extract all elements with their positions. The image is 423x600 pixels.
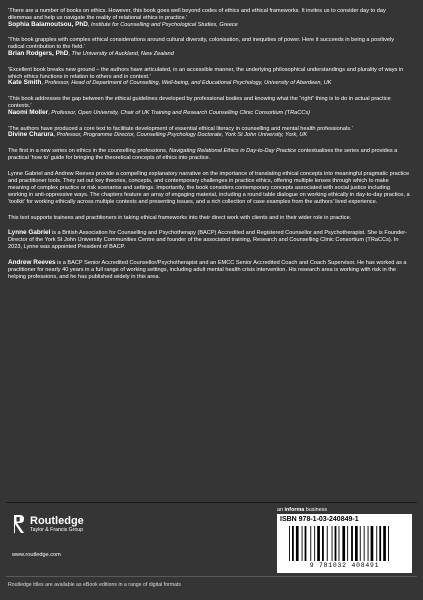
informa-tagline: an informa business (277, 507, 328, 513)
barcode-bar (335, 526, 337, 561)
ebook-note: Routledge titles are available as eBook editions in a range of digital formats (8, 582, 182, 588)
publisher-website[interactable]: www.routledge.com (12, 552, 61, 558)
publisher-name: Routledge (30, 515, 84, 527)
publisher-group: Taylor & Francis Group (30, 527, 84, 533)
endorsement: ‘This book addresses the gap between the ethical guidelines developed by professional bodies and knowing what the “right” thing is to do in actual practice contexts.’ Naomi Moller, Professor, Open University, Chair of UK Training and Research Counselling Clinic Consortium (TRaCCs) (8, 96, 410, 116)
endorser-name: Brian Rodgers, PhD (8, 49, 69, 57)
endorser-name: Divine Charura (8, 131, 54, 139)
barcode-bar (339, 526, 340, 561)
barcode-bar (292, 526, 294, 561)
endorser-affiliation: The University of Auckland, New Zealand (71, 50, 174, 57)
endorsement: ‘Excellent book breaks new ground – the authors have articulated, in an accessible manner, the underlying philosophical understandings and plurality of ways in which ethics functions in relation to others and in context.’ Kate Smith, Professor, Head of Department of Counselling, Well-being, and Educational Psychology, University of Aberdeen, UK (8, 67, 410, 87)
divider (6, 502, 417, 503)
barcode (277, 514, 412, 573)
endorsement: ‘This book grapples with complex ethical considerations around cultural diversity, colonisation, and inequities of power. Here it succeeds in being a positively radical contribution to the field.’ Brian Rodgers, PhD, The University of Auckland, New Zealand (8, 37, 410, 57)
barcode-bar (314, 526, 315, 561)
endorsement-quote: ‘This book grapples with complex ethical considerations around cultural diversity, colonisation, and inequities of power. Here it succeeds in being a positively radical contribution to the field.’ (8, 37, 395, 51)
barcode-bars (289, 526, 405, 561)
barcode-bar (332, 526, 333, 561)
isbn-label: ISBN 978-1-03-240849-1 (280, 516, 359, 523)
book-title: Navigating Relational Ethics in Day-to-Day Practice (169, 148, 297, 155)
barcode-bar (364, 526, 365, 561)
footer-divider (6, 576, 417, 577)
barcode-bar (296, 526, 299, 561)
endorser-name: Kate Smith (8, 79, 42, 87)
endorser-name: Naomi Moller (8, 108, 49, 116)
endorsement-quote: ‘There are a number of books on ethics. However, this book goes well beyond codes of ethics and ethical frameworks. It invites us to consider day to day dilemmas and help us navigate the reality of relational ethics in practice.’ (8, 8, 386, 21)
author-bio: Andrew Reeves is a BACP Senior Accredited Counsellor/Psychotherapist and an EMCC Senior Accredited Coach and Coach Supervisor. He has worked as a practitioner for nearly 40 years in a full range of working settings, including adult mental health crisis intervention. His research area is working with risk in the helping professions, and he has published widely in this area. (8, 259, 407, 280)
barcode-bar (376, 526, 377, 561)
endorser-affiliation: Professor, Head of Department of Counselling, Well-being, and Educational Psychology, University of Aberdeen, UK (44, 80, 332, 87)
endorser-affiliation: Professor, Programme Director, Counselling Psychology Doctorate, York St John University, York, UK (56, 132, 308, 139)
author-name: Andrew Reeves (8, 259, 56, 267)
barcode-bar (371, 526, 374, 561)
barcode-bar (388, 526, 389, 561)
endorsement-quote: ‘This book addresses the gap between the ethical guidelines developed by professional bodies and knowing what the “right” thing is to do in actual practice contexts.’ (8, 96, 391, 109)
routledge-logo-icon (12, 513, 26, 535)
description-intro: The first in a new series on ethics in the counselling professions, Navigating Relational Ethics in Day-to-Day Practice contextualises the series and provides a practical ‘how to’ guide for bringing the theoretical concepts of ethics into practice. (8, 148, 398, 162)
barcode-bar (368, 526, 369, 561)
barcode-bar (342, 526, 345, 561)
endorsement: ‘The authors have produced a core text to facilitate development of essential ethical literacy in counselling and mental health professionals.’ Divine Charura, Professor, Programme Director, Counselling Psychology Doctorate, York St John University, York, UK (8, 126, 410, 140)
barcode-bar (347, 526, 348, 561)
barcode-bar (322, 526, 324, 561)
description-body: Lynne Gabriel and Andrew Reeves provide a compelling explanatory narrative on the importance of translating ethical concepts into meaningful pragmatic practice and practitioner tools. They set out key theories, concepts, and contemporary challenges in practice ethics, offering multiple lenses through which to make meaning of complex practice or risk scenarios and settings. Importantly, the book considers contemporary concepts associated with social justice including working in anti-oppressive ways. The chapters feature an array of engaging material, including a round table dialogue on working ethically in day-to-day practice, a ‘toolkit’ for working ethically across multiple contexts and presenting issues, and a rich collection of case examples from the authors’ lived experience. (8, 170, 410, 205)
barcode-bar (327, 526, 328, 561)
endorsement: ‘There are a number of books on ethics. However, this book goes well beyond codes of ethics and ethical frameworks. It invites us to consider day to day dilemmas and help us navigate the reality of relational ethics in practice.’ Sophia Balamoutsou, PhD, Institute for Counselling and Psychological Studies, Greece (8, 8, 410, 28)
barcode-bar (383, 526, 386, 561)
description-summary: This text supports trainees and practitioners in taking ethical frameworks into their direct work with clients and in their wider role in practice. (8, 214, 352, 221)
barcode-bar (355, 526, 358, 561)
barcode-digits: 9 781032 408491 (309, 562, 380, 569)
endorsement-quote: ‘Excellent book breaks new ground – the authors have articulated, in an accessible manner, the underlying philosophical understandings and plurality of ways in which ethics functions in relation to others and in context.’ (8, 66, 404, 80)
barcode-bar (310, 526, 311, 561)
barcode-bar (351, 526, 353, 561)
endorser-affiliation: Professor, Open University, Chair of UK Training and Research Counselling Clinic Consortium (TRaCCs) (51, 109, 311, 116)
barcode-bar (379, 526, 381, 561)
barcode-bar (305, 526, 307, 561)
publisher-block (12, 513, 182, 558)
barcode-bar (289, 526, 290, 561)
cover-text (8, 8, 410, 290)
author-bio: Lynne Gabriel is a British Association for Counselling and Psychotherapy (BACP) Accredited and Registered Counsellor and Psychotherapist. She is Founder-Director of the York St John University Communities Centre and founder of the associated training, Research and Counselling Clinic Consortium (TRaCCs). In 2023, Lynne was appointed President of BACP. (8, 229, 408, 251)
endorser-name: Sophia Balamoutsou, PhD (8, 20, 88, 28)
author-name: Lynne Gabriel (8, 229, 51, 237)
endorser-affiliation: Institute for Counselling and Psychological Studies, Greece (91, 21, 238, 28)
barcode-bar (360, 526, 361, 561)
barcode-bar (317, 526, 320, 561)
endorsement-quote: ‘The authors have produced a core text to facilitate development of essential ethical literacy in counselling and mental health professionals.’ (8, 125, 353, 132)
barcode-bar (302, 526, 303, 561)
